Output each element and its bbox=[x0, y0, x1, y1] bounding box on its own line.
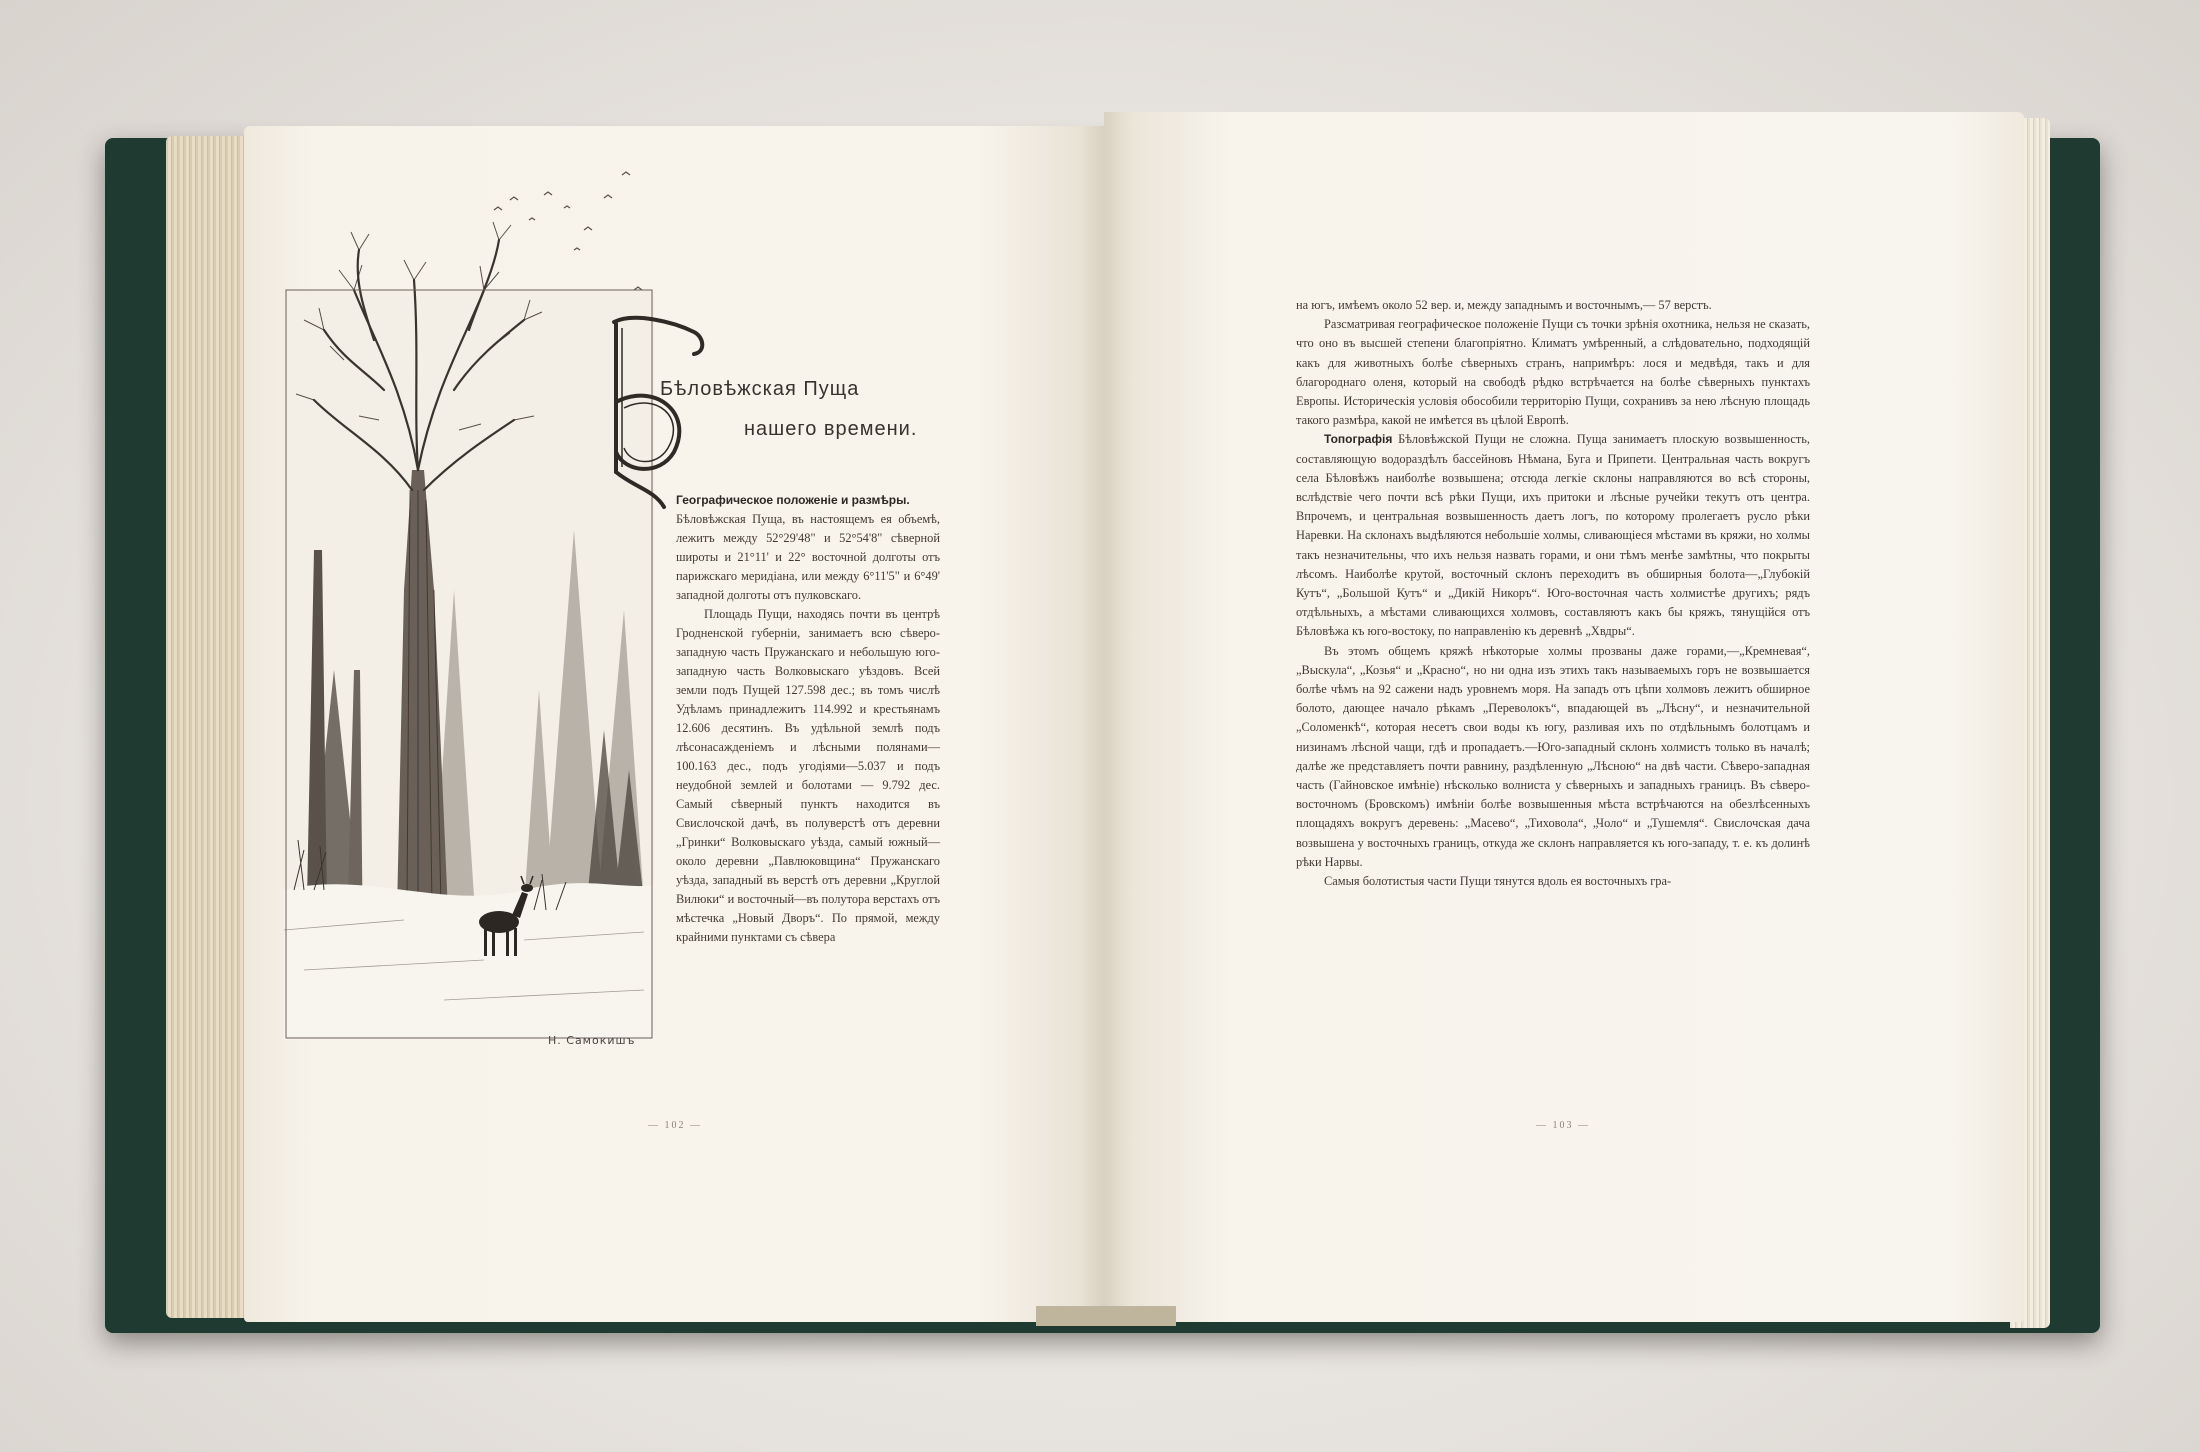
decorative-initial-icon bbox=[594, 312, 714, 512]
left-paragraph-2: Площадь Пущи, находясь почти въ центрѣ Гродненской губерніи, занимаетъ всю сѣверо-западную часть Пружанскаго и небольшую юго-западную часть Волковыскаго уѣздовъ. Всей земли подъ Пущей 127.598 дес.; въ томъ числѣ Удѣламъ принадлежитъ 114.992 и крестьянамъ 12.606 десятинъ. Въ удѣльной землѣ подъ лѣсонасажденіемъ и лѣсными полянами—100.163 дес., подъ угодіями—5.037 и подъ неудобной землей и болотами — 9.792 дес. Самый сѣверный пунктъ находится въ Свислочской дачѣ, въ полуверстѣ отъ деревни „Гринки“ Волковыскаго уѣзда, самый южный—около деревни „Павлюковщина“ Пружанскаго уѣзда, западный въ верстѣ отъ деревни „Круглой Вилюки“ и восточный—въ полутора верстахъ отъ мѣстечка „Новый Дворъ“. По прямой, между крайними пунктами съ сѣвера bbox=[676, 607, 940, 944]
right-paragraph-3: Въ этомъ общемъ кряжѣ нѣкоторые холмы прозваны даже горами,—„Кремневая“, „Выскула“, „Козья“ и „Красно“, но ни одна изъ этихъ такъ называемыхъ горъ не возвышается болѣе чѣмъ на 92 сажени надъ уровнемъ моря. На западъ отъ цѣпи холмовъ лежитъ обширное болото, дающее начало рѣкамъ „Переволокъ“, впадающей въ „Лѣсну“, и незначительной „Соломенкѣ“, которая несетъ свои воды къ югу, разливая ихъ по отдѣльнымъ болотцамъ и низинамъ лѣсной чащи, гдѣ и пропадаетъ.—Юго-западный склонъ холмистъ только въ началѣ; далѣе же представляетъ почти равнину, раздѣленную „Лѣсною“ на двѣ части. Сѣверо-западная часть (Гайновское имѣніе) нѣсколько волниста у сѣверныхъ и западныхъ границъ. Въ сѣверо-восточномъ (Бровскомъ) имѣніи болѣе возвышенныя мѣста встрѣчаются на обезлѣсенныхъ площадяхъ вокругъ деревень: „Масево“, „Тиховола“, „Чоло“ и „Тушемля“. Свислочская дача возвышена у восточныхъ границъ, откуда же склонъ направляется къ юго-западу, т. е. къ долинѣ рѣки Нарвы. bbox=[1296, 643, 1810, 869]
right-paragraph-2: Разсматривая географическое положеніе Пущи съ точки зрѣнія охотника, нельзя не сказать, что оно въ высшей степени благопріятно. Климатъ умѣренный, а слѣдовательно, подходящій какъ для животныхъ болѣе сѣверныхъ странъ, напримѣръ: лося и медвѣдя, такъ и для благороднаго оленя, который на свободѣ рѣдко встрѣчается на болѣе сѣверныхъ пунктахъ Европы. Историческія условія обособили территорію Пущи, сохранивъ за нею лѣсную площадь такого размѣра, какой не имѣется въ цѣлой Европѣ. bbox=[1296, 317, 1810, 428]
illustration-signature: Н. Самокишъ bbox=[548, 1034, 636, 1047]
left-text-column bbox=[676, 491, 940, 947]
left-page-edges bbox=[166, 136, 256, 1318]
right-paragraph-4: Самыя болотистыя части Пущи тянутся вдоль ея восточныхъ гра- bbox=[1324, 874, 1672, 889]
spine-gap bbox=[1036, 1306, 1176, 1326]
topography-subheading: Топографія bbox=[1324, 432, 1393, 447]
right-text-column bbox=[1296, 296, 1810, 891]
left-paragraph-1: Бѣловѣжская Пуща, въ настоящемъ ея объемѣ, лежитъ между 52°29'48" и 52°54'8" сѣверной широты и 21°11' и 22° восточной долготы отъ парижскаго меридіана, или между 6°11'5" и 6°49' западной долготы отъ пулковскаго. bbox=[676, 512, 940, 602]
right-paragraph-1: на югъ, имѣемъ около 52 вер. и, между западнымъ и восточнымъ,— 57 верстъ. bbox=[1296, 298, 1712, 312]
chapter-title-line1: Бѣловѣжская Пуща bbox=[660, 378, 860, 400]
geography-subheading: Географическое положеніе и размѣры. bbox=[676, 493, 910, 507]
forest-illustration bbox=[284, 170, 654, 1040]
chapter-title-line2: нашего времени. bbox=[744, 418, 918, 440]
topography-paragraph bbox=[1296, 430, 1810, 641]
right-page-number: — 103 — bbox=[1536, 1120, 1590, 1131]
topography-text: Бѣловѣжской Пущи не сложна. Пуща занимаетъ плоскую возвышенность, составляющую водораздѣлъ бассейновъ Нѣмана, Буга и Припети. Центральная часть вокругъ села Бѣловѣжъ наиболѣе возвышена; отсюда легкіе склоны направляются во всѣ стороны, вслѣдствіе чего почти всѣ рѣки Пущи, ихъ притоки и лѣсные ручейки текутъ отъ центра. Впрочемъ, и центральная возвышенность даетъ логъ, по которому пролегаетъ русло рѣки Наревки. На склонахъ выдѣляются небольшіе холмы, сливающіеся мѣстами въ кряжи, но холмы такъ незначительны, что ихъ нельзя назвать горами, и они тѣмъ менѣе замѣтны, что покрыты лѣсомъ. Наиболѣе крутой, восточный склонъ переходитъ въ обширныя болота—„Глубокій Кутъ“, „Большой Кутъ“ и „Дикій Никоръ“. Юго-восточная часть холмистѣе другихъ; рядъ отдѣльныхъ, а мѣстами сливающихся холмовъ, составляютъ какъ бы кряжъ, тянущійся отъ Бѣловѣжа къ юго-востоку, по направленію къ деревнѣ „Хвдры“. bbox=[1296, 432, 1810, 639]
left-page-number: — 102 — bbox=[648, 1120, 702, 1131]
